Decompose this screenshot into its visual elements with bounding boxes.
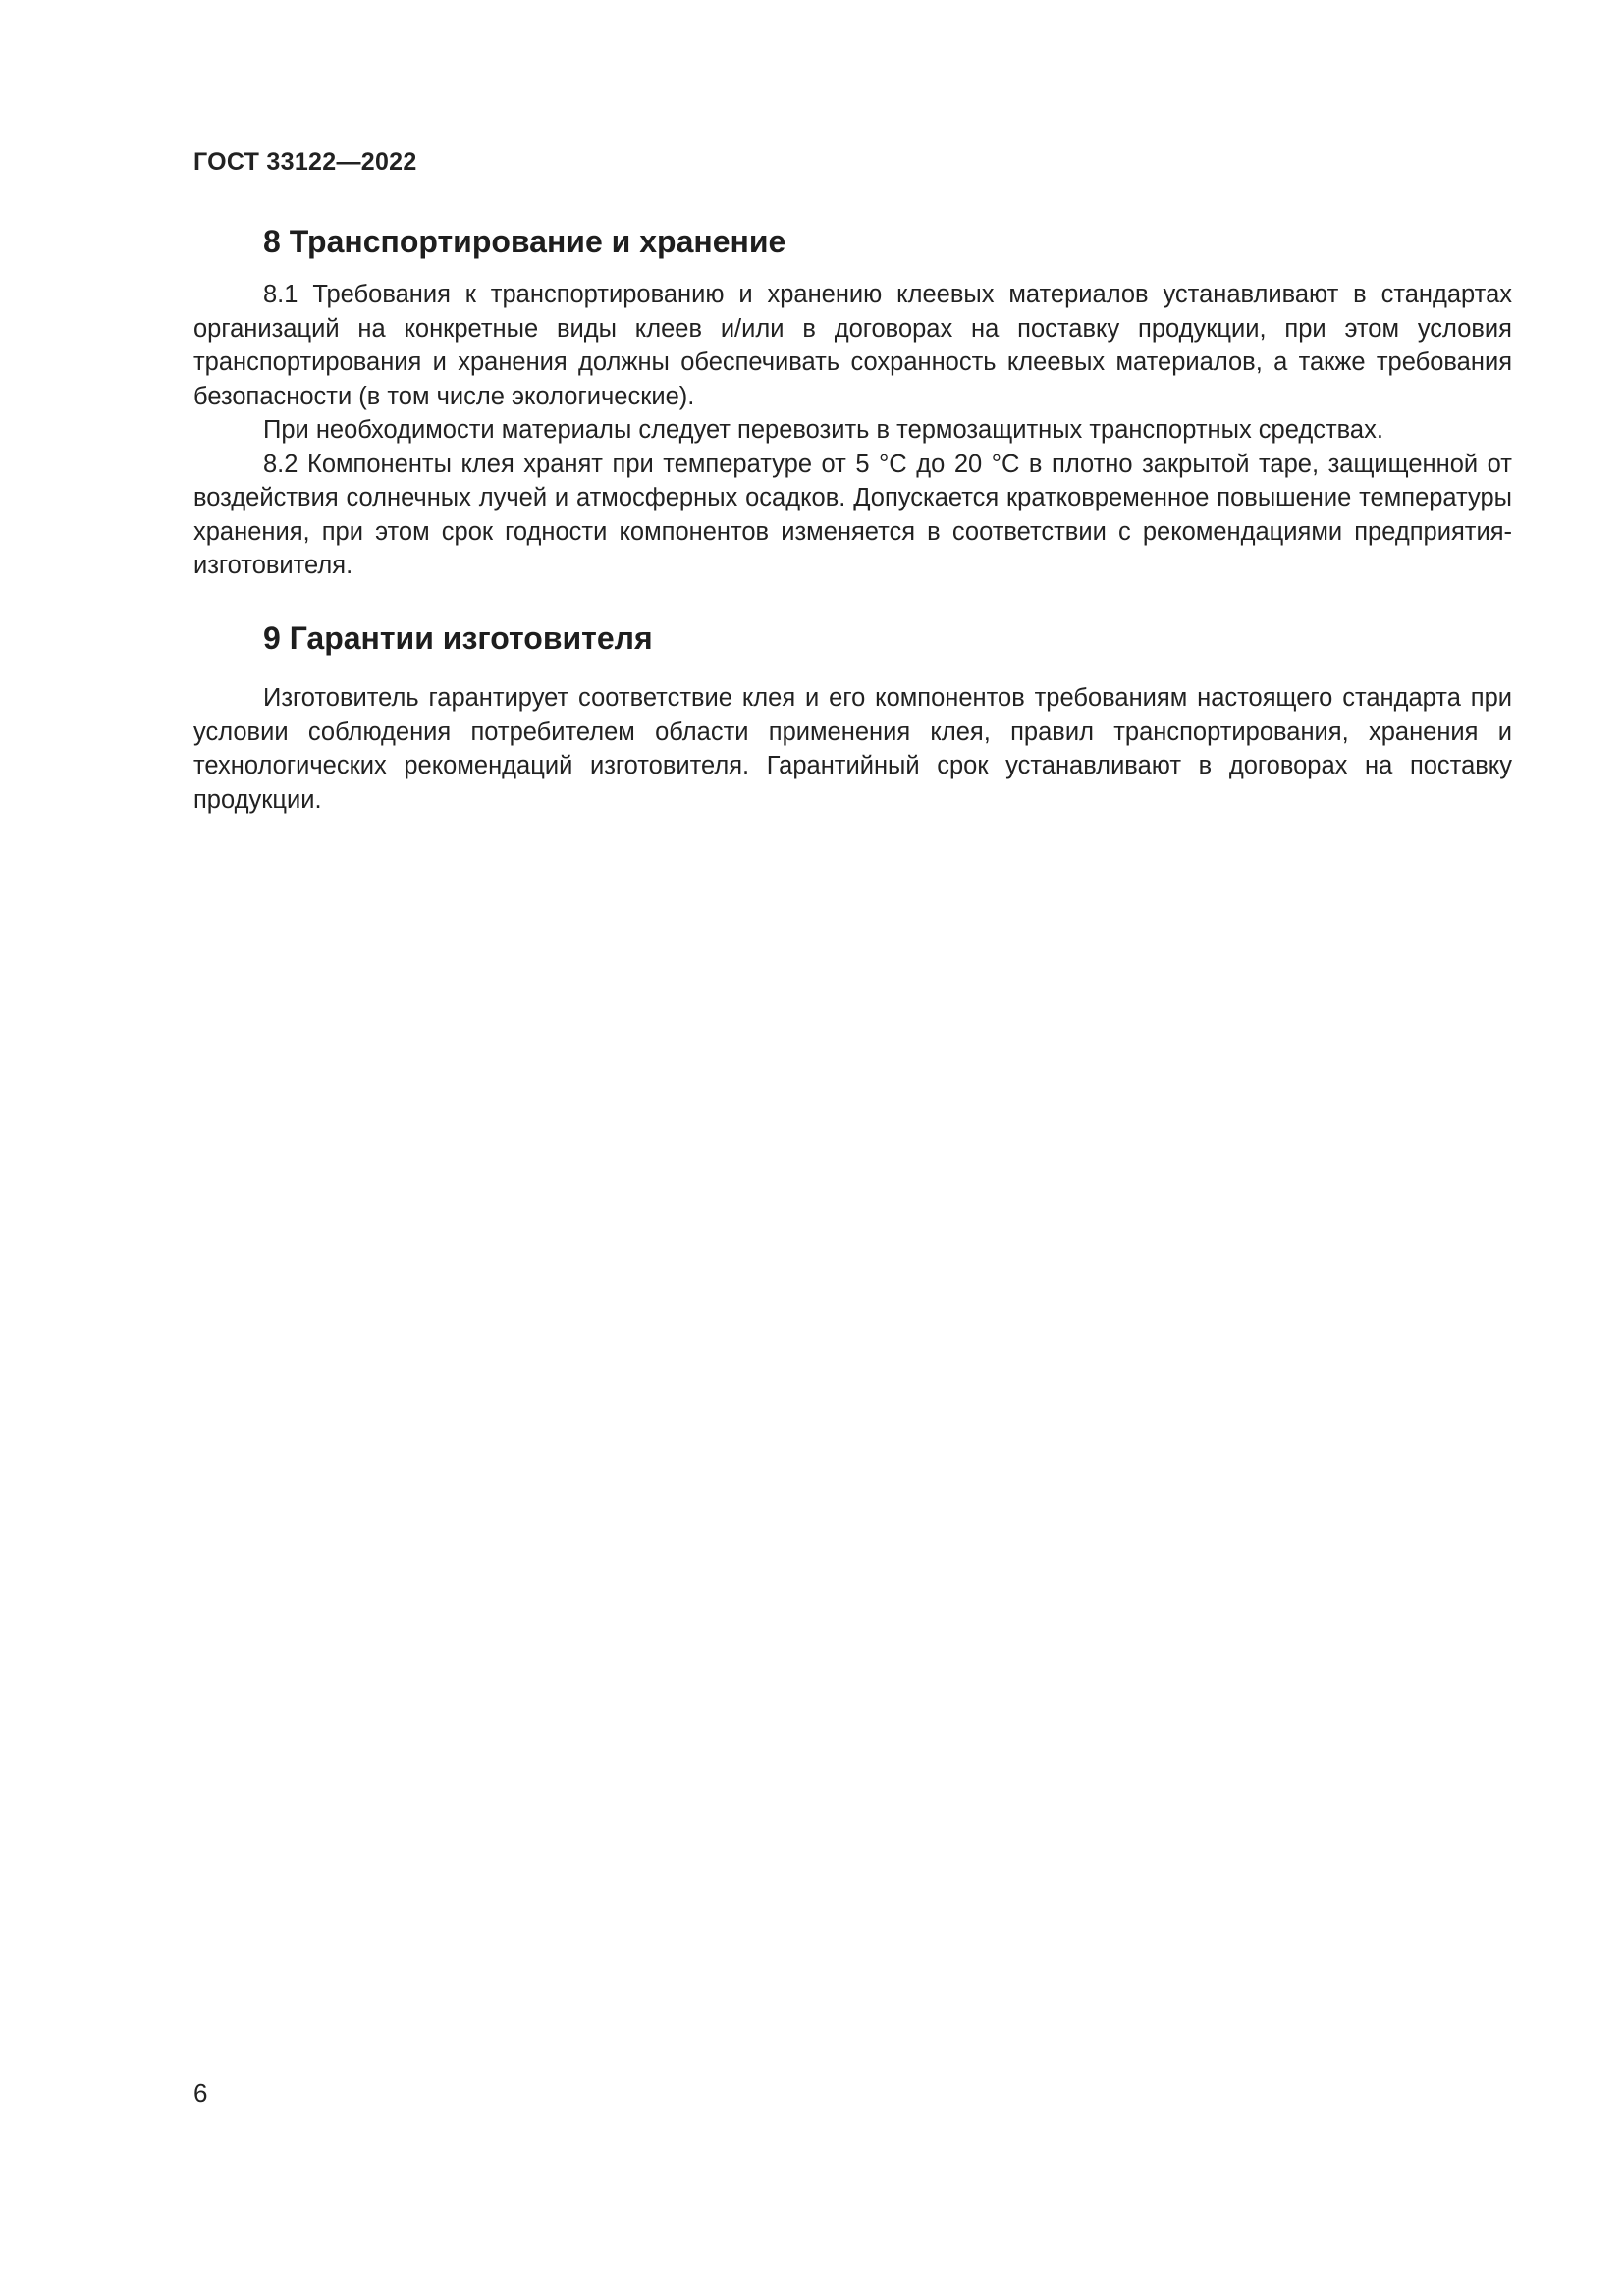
- paragraph-8-1-transport: При необходимости материалы следует перевозить в термозащитных транспортных средствах.: [263, 416, 1383, 444]
- section-transport-storage: [193, 222, 1512, 583]
- section-manufacturer-warranty: [193, 618, 1512, 817]
- paragraph-8-1: 8.1 Требования к транспортированию и хранению клеевых материалов устанавливают в стандартах организаций на конкретные виды клеев и/или в договорах на поставку продукции, при этом условия транспортирования и хранения должны обеспечивать сохранность клеевых материалов, а также требования безопасности (в том числе экологические).: [193, 281, 1512, 410]
- paragraph-9: Изготовитель гарантирует соответствие клея и его компонентов требованиям настоящего стандарта при условии соблюдения потребителем области применения клея, правил транспортирования, хранения и технологических рекомендаций изготовителя. Гарантийный срок устанавливают в договорах на поставку продукции.: [193, 684, 1512, 814]
- section-8-heading: 8 Транспортирование и хранение: [263, 224, 786, 259]
- page-number: 6: [193, 2078, 208, 2108]
- section-9-heading: 9 Гарантии изготовителя: [263, 620, 653, 656]
- paragraph-8-2: 8.2 Компоненты клея хранят при температуре от 5 °С до 20 °С в плотно закрытой таре, защищенной от воздействия солнечных лучей и атмосферных осадков. Допускается кратковременное повышение температуры хранения, при этом срок годности компонентов изменяется в соответствии с рекомендациями предприятия-изготовителя.: [193, 450, 1512, 579]
- document-standard-id: ГОСТ 33122—2022: [193, 148, 417, 176]
